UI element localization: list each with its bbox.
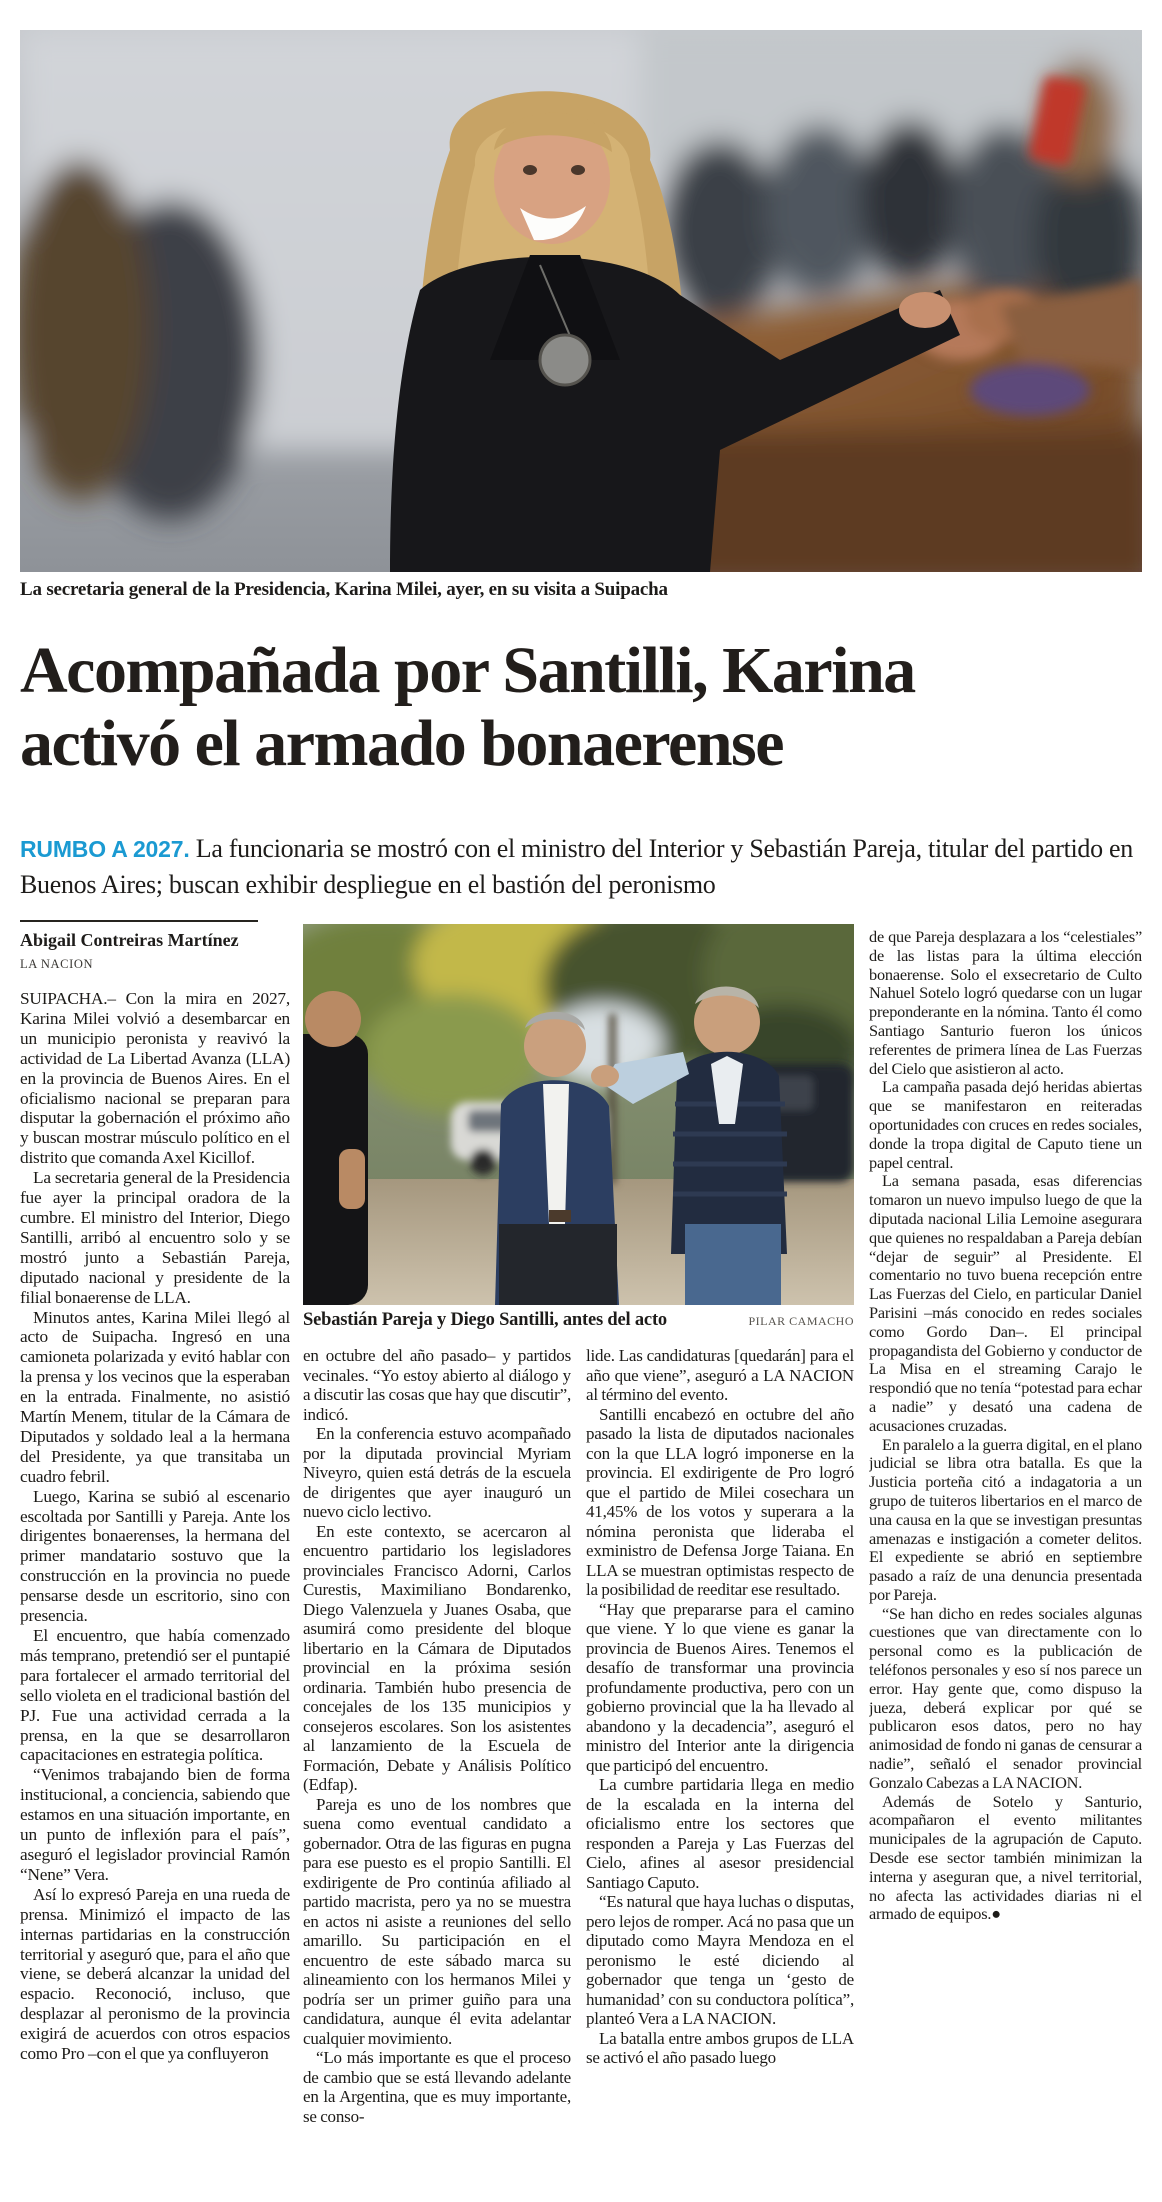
article-paragraph: en octubre del año pasado– y partidos vecinales. “Yo estoy abierto al diálogo y a discutir las cosas que hay que discutir”, indicó. xyxy=(303,1346,571,1424)
article-paragraph: Así lo expresó Pareja en una rueda de prensa. Minimizó el impacto de las internas partidarias en la construcción territorial y aseguró que, para el año que viene, se deberá alcanzar la unidad del espacio. Reconoció, incluso, que desplazar al peronismo de la provincia exigirá de acuerdos con otros espacios como Pro –con el que ya confluyeron xyxy=(20,1884,290,2064)
article-paragraph: En paralelo a la guerra digital, en el plano judicial se libra otra batalla. Es que la Justicia porteña citó a indagatoria a un grupo de tuiteros libertarios en el marco de una causa en la que se investigan presuntas amenazas e instigación a cometer delitos. El expediente se abrió en septiembre pasado a raíz de una denuncia presentada por Pareja. xyxy=(869,1434,1142,1604)
article-column-1 xyxy=(20,989,290,2150)
deck xyxy=(20,831,1146,902)
article-paragraph: “Es natural que haya luchas o disputas, pero lejos de romper. Acá no pasa que un diputado como Mayra Mendoza en el peronismo le esté diciendo al gobernador que tenga un ‘gesto de humanidad’ con su conductora política”, planteó Vera a LA NACION. xyxy=(586,1892,854,2028)
article-paragraph: La semana pasada, esas diferencias tomaron un nuevo impulso luego de que la diputada nacional Lilia Lemoine asegurara que quienes no respaldaban a Pareja debían “dejar de seguir” al Presidente. El comentario no tuvo buena recepción entre Las Fuerzas del Cielo, en particular Daniel Parisini –más conocido en redes sociales como Gordo Dan–. El principal propagandista del Gobierno y conductor de La Misa en el streaming Carajo le respondió que no tenía “potestad para echar a nadie” y desató una cadena de acusaciones cruzadas. xyxy=(869,1171,1142,1435)
secondary-caption-row xyxy=(303,1310,854,1331)
article-column-4 xyxy=(869,928,1142,2164)
article-paragraph: La campaña pasada dejó heridas abiertas que se manifestaron en reiteradas oportunidades con cruces en redes sociales, donde la tropa digital de Caputo tiene un papel central. xyxy=(869,1077,1142,1172)
article-paragraph: “Hay que prepararse para el camino que viene. Y lo que viene es ganar la provincia de Buenos Aires. Tenemos el desafío de transformar una provincia profundamente productiva, pero con un gobierno provincial que la ha llevado al abandono y la decadencia”, aseguró el ministro del Interior ante la dirigencia que participó del encuentro. xyxy=(586,1599,854,1775)
deck-text: La funcionaria se mostró con el ministro del Interior y Sebastián Pareja, titular del partido en Buenos Aires; buscan exhibir despliegue en el bastión del peronismo xyxy=(20,834,1133,899)
article-paragraph: La secretaria general de la Presidencia fue ayer la principal oradora de la cumbre. El ministro del Interior, Diego Santilli, arribó al encuentro solo y se mostró junto a Sebastián Pareja, diputado nacional y presidente de la filial bonaerense de LLA. xyxy=(20,1168,290,1307)
article-paragraph: Pareja es uno de los nombres que suena como eventual candidato a gobernador. Otra de las figuras en pugna para ese puesto es el propio Santilli. El exdirigente de Pro continúa afiliado al partido macrista, pero ya no se muestra en actos ni asiste a reuniones del sello amarillo. Su participación en el encuentro de este sábado marca su alineamiento con los hermanos Milei y podría ser un primer guiño para una candidatura, aunque él evita adelantar cualquier movimiento. xyxy=(303,1794,571,2048)
article-paragraph: lide. Las candidaturas [quedarán] para el año que viene”, aseguró a LA NACION al término del evento. xyxy=(586,1346,854,1404)
article-paragraph: En la conferencia estuvo acompañado por la diputada provincial Myriam Niveyro, quien está detrás de la escuela de dirigentes que ayer inauguró un nuevo ciclo lectivo. xyxy=(303,1424,571,1521)
byline-agency: LA NACION xyxy=(20,957,94,971)
secondary-photo xyxy=(303,924,854,1305)
article-paragraph: “Lo más importante es que el proceso de cambio que se está llevando adelante en la Argentina, que es muy importante, se conso- xyxy=(303,2048,571,2126)
secondary-caption: Sebastián Pareja y Diego Santilli, antes del acto xyxy=(303,1310,667,1330)
headline-line-2: activó el armado bonaerense xyxy=(20,707,784,780)
hero-photo xyxy=(20,30,1142,572)
article-paragraph: Luego, Karina se subió al escenario escoltada por Santilli y Pareja. Ante los dirigentes bonaerenses, la hermana del primer mandatario sostuvo que la construcción en la provincia no puede pensarse desde un escritorio, sino con presencia. xyxy=(20,1486,290,1626)
headline xyxy=(20,634,1155,780)
article-paragraph: La batalla entre ambos grupos de LLA se activó el año pasado luego xyxy=(586,2028,854,2067)
article-paragraph: Además de Sotelo y Santurio, acompañaron el evento militantes municipales de la agrupación de Caputo. Desde ese sector también minimizan la interna y aseguran que, a nivel territorial, no afecta las actividades diarias ni el armado de equipos.● xyxy=(869,1791,1142,1924)
hero-photo-illustration xyxy=(20,30,1142,572)
deck-kicker: RUMBO A 2027. xyxy=(20,836,190,862)
headline-line-1: Acompañada por Santilli, Karina xyxy=(20,634,915,707)
article-paragraph: Santilli encabezó en octubre del año pasado la lista de diputados nacionales con la que LLA logró imponerse en la provincia. El exdirigente de Pro logró que el partido de Milei cosechara un 41,45% de los votos y superara a la nómina peronista que lideraba el exministro de Defensa Jorge Taiana. En LLA se muestran optimistas respecto de la posibilidad de reeditar ese resultado. xyxy=(586,1404,854,1599)
article-column-3 xyxy=(586,1346,854,2158)
byline-rule xyxy=(20,920,258,922)
byline-author: Abigail Contreiras Martínez xyxy=(20,930,239,950)
secondary-photo-illustration xyxy=(303,924,854,1305)
article-paragraph: de que Pareja desplazara a los “celestiales” de las listas para la última elección bonaerense. Solo el exsecretario de Culto Nahuel Sotelo logró quedarse con un lugar preponderante en la nómina. Tanto él como Santiago Santurio fueron los únicos referentes de primera línea de Las Fuerzas del Cielo que asistieron al acto. xyxy=(869,928,1142,1078)
article-paragraph: El encuentro, que había comenzado más temprano, pretendió ser el puntapié para fortalecer el armado territorial del sello violeta en el tradicional bastión del PJ. Fue una actividad cerrada a la prensa, en la que se desarrollaron capacitaciones en estrategia política. xyxy=(20,1626,290,1765)
article-paragraph: “Venimos trabajando bien de forma institucional, a conciencia, sabiendo que estamos en una situación importante, en un punto de inflexión para el país”, aseguró el legislador provincial Ramón “Nene” Vera. xyxy=(20,1765,290,1884)
article-column-2 xyxy=(303,1346,571,2158)
article-paragraph: La cumbre partidaria llega en medio de la escalada en la interna del oficialismo entre los sectores que responden a Pareja y Las Fuerzas del Cielo, afines al asesor presidencial Santiago Caputo. xyxy=(586,1775,854,1892)
article-paragraph: Minutos antes, Karina Milei llegó al acto de Suipacha. Ingresó en una camioneta polarizada y evitó hablar con la prensa y los vecinos que la esperaban en la entrada. Finalmente, no asistió Martín Menem, titular de la Cámara de Diputados y soldado leal a la hermana del Presidente, ya que transitaba un cuadro febril. xyxy=(20,1307,290,1486)
article-paragraph: SUIPACHA.– Con la mira en 2027, Karina Milei volvió a desembarcar en un municipio peronista y reavivó la actividad de La Libertad Avanza (LLA) en la provincia de Buenos Aires. En el oficialismo nacional se preparan para disputar la gobernación el próximo año y buscan mostrar músculo político en el distrito que comanda Axel Kicillof. xyxy=(20,989,290,1168)
photo-credit: PILAR CAMACHO xyxy=(748,1314,854,1328)
article-paragraph: En este contexto, se acercaron al encuentro partidario los legisladores provinciales Francisco Adorni, Carlos Curestis, Maximiliano Bondarenko, Diego Valenzuela y Juanes Osaba, que asumirá como presidente del bloque libertario en la Cámara de Diputados provincial en la próxima sesión ordinaria. También hubo presencia de concejales de los 135 municipios y consejeros escolares. Son los asistentes al lanzamiento de la Escuela de Formación, Debate y Análisis Político (Edfap). xyxy=(303,1521,571,1794)
hero-caption: La secretaria general de la Presidencia, Karina Milei, ayer, en su visita a Suipacha xyxy=(20,579,668,600)
article-paragraph: “Se han dicho en redes sociales algunas cuestiones que van directamente con lo personal como es la publicación de teléfonos personales y eso sí nos parece un error. Hay gente que, como dispuso la jueza, deberá explicar por qué se publicaron esos datos, pero no hay animosidad de fondo ni ganas de censurar a nadie”, señaló el senador provincial Gonzalo Cabezas a LA NACION. xyxy=(869,1603,1142,1792)
